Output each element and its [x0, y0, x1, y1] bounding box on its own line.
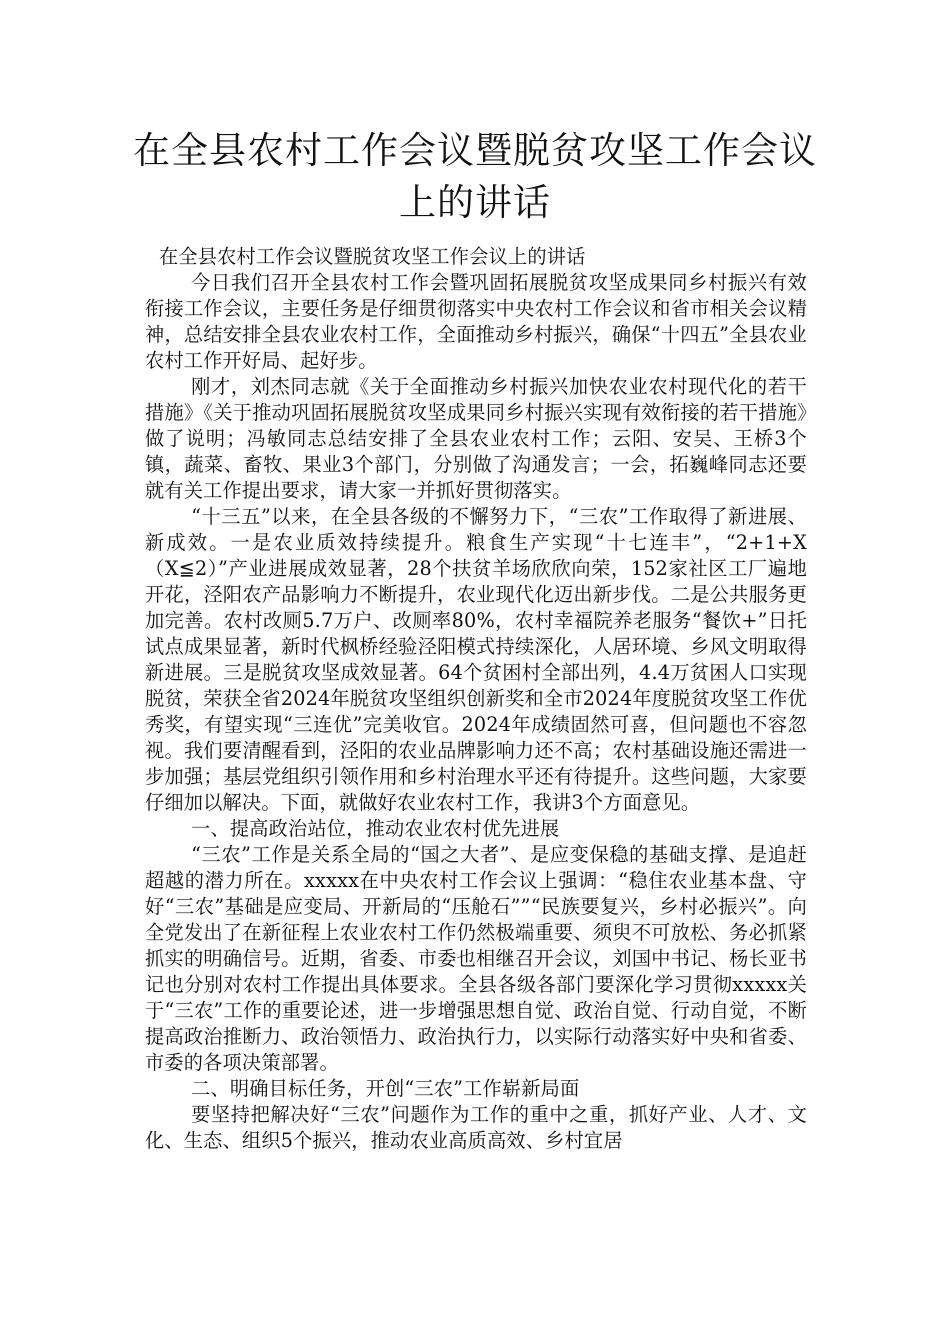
document-title-line-2: 上的讲话: [399, 181, 551, 224]
section-heading-1: 一、提高政治站位，推动农业农村优先进展: [191, 817, 560, 840]
document-body: [145, 244, 807, 1154]
document-subtitle: 在全县农村工作会议暨脱贫攻坚工作会议上的讲话: [159, 245, 586, 268]
paragraph-section-2: 要坚持把解决好“三农”问题作为工作的重中之重，抓好产业、人才、文化、生态、组织5个振兴，推动农业高质高效、乡村宜居: [145, 1103, 807, 1152]
paragraph-achievements: “十三五”以来，在全县各级的不懈努力下，“三农”工作取得了新进展、新成效。一是农业质效持续提升。粮食生产实现“十七连丰”，“2+1+X（X≦2）”产业进展成效显著，28个扶贫羊场欣欣向荣，152家社区工厂遍地开花，泾阳农产品影响力不断提升，农业现代化迈出新步伐。二是公共服务更加完善。农村改厕5.7万户、改厕率80%，农村幸福院养老服务“餐饮+”日托试点成果显著，新时代枫桥经验泾阳模式持续深化，人居环境、乡风文明取得新进展。三是脱贫攻坚成效显著。64个贫困村全部出列，4.4万贫困人口实现脱贫，荣获全省2024年脱贫攻坚组织创新奖和全市2024年度脱贫攻坚工作优秀奖，有望实现“三连优”完美收官。2024年成绩固然可喜，但问题也不容忽视。我们要清醒看到，泾阳的农业品牌影响力还不高；农村基础设施还需进一步加强；基层党组织引领作用和乡村治理水平还有待提升。这些问题，大家要仔细加以解决。下面，就做好农业农村工作，我讲3个方面意见。: [145, 505, 807, 814]
document-title-line-1: 在全县农村工作会议暨脱贫攻坚工作会议: [133, 129, 817, 172]
section-heading-2: 二、明确目标任务，开创“三农”工作崭新局面: [191, 1077, 580, 1100]
paragraph-intro: 今日我们召开全县农村工作会暨巩固拓展脱贫攻坚成果同乡村振兴有效衔接工作会议，主要任务是仔细贯彻落实中央农村工作会议和省市相关会议精神，总结安排全县农业农村工作，全面推动乡村振兴，确保“十四五”全县农业农村工作开好局、起好步。: [145, 271, 807, 372]
paragraph-summary: 刚才，刘杰同志就《关于全面推动乡村振兴加快农业农村现代化的若干措施》《关于推动巩固拓展脱贫攻坚成果同乡村振兴实现有效衔接的若干措施》做了说明；冯敏同志总结安排了全县农业农村工作；云阳、安吴、王桥3个镇，蔬菜、畜牧、果业3个部门，分别做了沟通发言；一会，拓巍峰同志还要就有关工作提出要求，请大家一并抓好贯彻落实。: [145, 375, 807, 502]
paragraph-section-1: “三农”工作是关系全局的“国之大者”、是应变保稳的基础支撑、是追赶超越的潜力所在。xxxxx在中央农村工作会议上强调：“稳住农业基本盘、守好“三农”基础是应变局、开新局的“压舱石””“民族要复兴，乡村必振兴”。向全党发出了在新征程上农业农村工作仍然极端重要、须臾不可放松、务必抓紧抓实的明确信号。近期，省委、市委也相继召开会议，刘国中书记、杨长亚书记也分别对农村工作提出具体要求。全县各级各部门要深化学习贯彻xxxxx关于“三农”工作的重要论述，进一步增强思想自觉、政治自觉、行动自觉，不断提高政治推断力、政治领悟力、政治执行力，以实际行动落实好中央和省委、市委的各项决策部署。: [145, 843, 807, 1074]
